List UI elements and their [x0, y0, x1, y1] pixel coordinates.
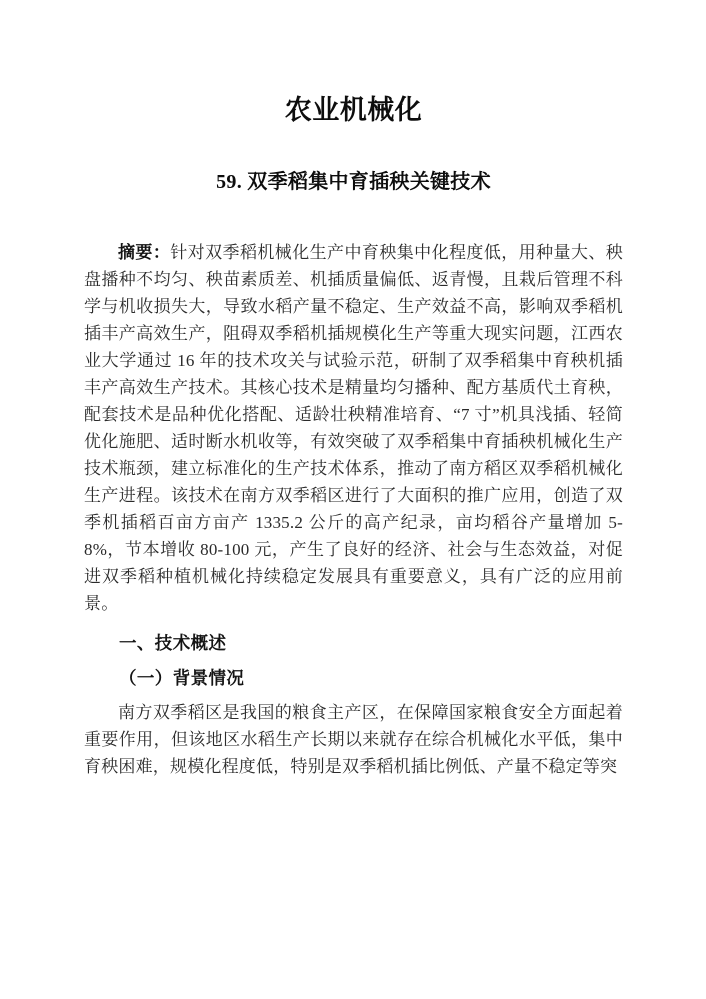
page-content — [84, 0, 623, 780]
abstract-label: 摘要： — [118, 243, 171, 262]
abstract-text: 针对双季稻机械化生产中育秧集中化程度低，用种量大、秧盘播种不均匀、秧苗素质差、机插质量偏低、返青慢，且栽后管理不科学与机收损失大，导致水稻产量不稳定、生产效益不高，影响双季稻机插丰产高效生产，阻碍双季稻机插规模化生产等重大现实问题，江西农业大学通过 16 年的技术攻关与试验示范，研制了双季稻集中育秧机插丰产高效生产技术。其核心技术是精量均匀播种、配方基质代土育秧，配套技术是品种优化搭配、适龄壮秧精准培育、“7 寸”机具浅插、轻简优化施肥、适时断水机收等，有效突破了双季稻集中育插秧机械化生产技术瓶颈，建立标准化的生产技术体系，推动了南方稻区双季稻机械化生产进程。该技术在南方双季稻区进行了大面积的推广应用，创造了双季机插稻百亩方亩产 1335.2 公斤的高产纪录，亩均稻谷产量增加 5-8%，节本增收 80-100 元，产生了良好的经济、社会与生态效益，对促进双季稻种植机械化持续稳定发展具有重要意义，具有广泛的应用前景。 — [84, 243, 623, 613]
abstract-paragraph — [84, 195, 623, 617]
section-heading-level-1: 一、技术概述 — [119, 633, 227, 653]
section-heading-level-2: （一）背景情况 — [119, 668, 245, 688]
page-title: 农业机械化 — [284, 95, 423, 125]
document-subtitle: 59. 双季稻集中育插秧关键技术 — [216, 171, 491, 193]
section-body-paragraph: 南方双季稻区是我国的粮食主产区，在保障国家粮食安全方面起着重要作用，但该地区水稻生产长期以来就存在综合机械化水平低，集中育秧困难，规模化程度低，特别是双季稻机插比例低、产量不稳定等突 — [84, 703, 623, 776]
